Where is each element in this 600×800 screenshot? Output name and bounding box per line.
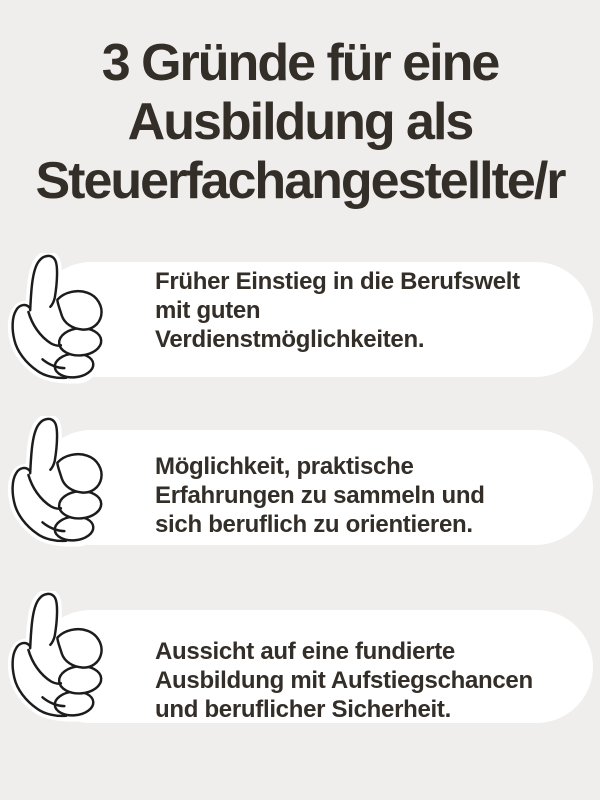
benefit-item bbox=[0, 591, 600, 743]
benefit-text-line: Früher Einstieg in die Berufswelt bbox=[155, 268, 520, 295]
benefit-text-line: mit guten bbox=[155, 297, 261, 324]
benefit-text bbox=[155, 267, 570, 354]
benefit-text-line: sich beruflich zu orientieren. bbox=[155, 511, 473, 538]
benefit-text-line: und beruflicher Sicherheit. bbox=[155, 696, 451, 723]
benefit-item bbox=[0, 416, 600, 568]
benefit-text-line: Ausbildung mit Aufstiegschancen bbox=[155, 667, 533, 694]
benefit-text bbox=[155, 452, 570, 539]
benefit-item bbox=[0, 253, 600, 405]
title-line-3: Steuerfachangestellte/r bbox=[35, 152, 565, 210]
benefit-text-line: Verdienstmöglichkeiten. bbox=[155, 326, 425, 353]
benefit-text bbox=[155, 637, 570, 724]
title-line-1: 3 Gründe für eine bbox=[101, 34, 499, 92]
thumbs-up-icon bbox=[3, 416, 117, 548]
page-title bbox=[0, 34, 600, 211]
thumbs-up-icon bbox=[3, 253, 117, 385]
benefit-text-line: Möglichkeit, praktische bbox=[155, 453, 414, 480]
benefit-text-line: Erfahrungen zu sammeln und bbox=[155, 482, 485, 509]
benefit-text-line: Aussicht auf eine fundierte bbox=[155, 638, 455, 665]
thumbs-up-icon bbox=[3, 591, 117, 723]
title-line-2: Ausbildung als bbox=[127, 93, 473, 151]
